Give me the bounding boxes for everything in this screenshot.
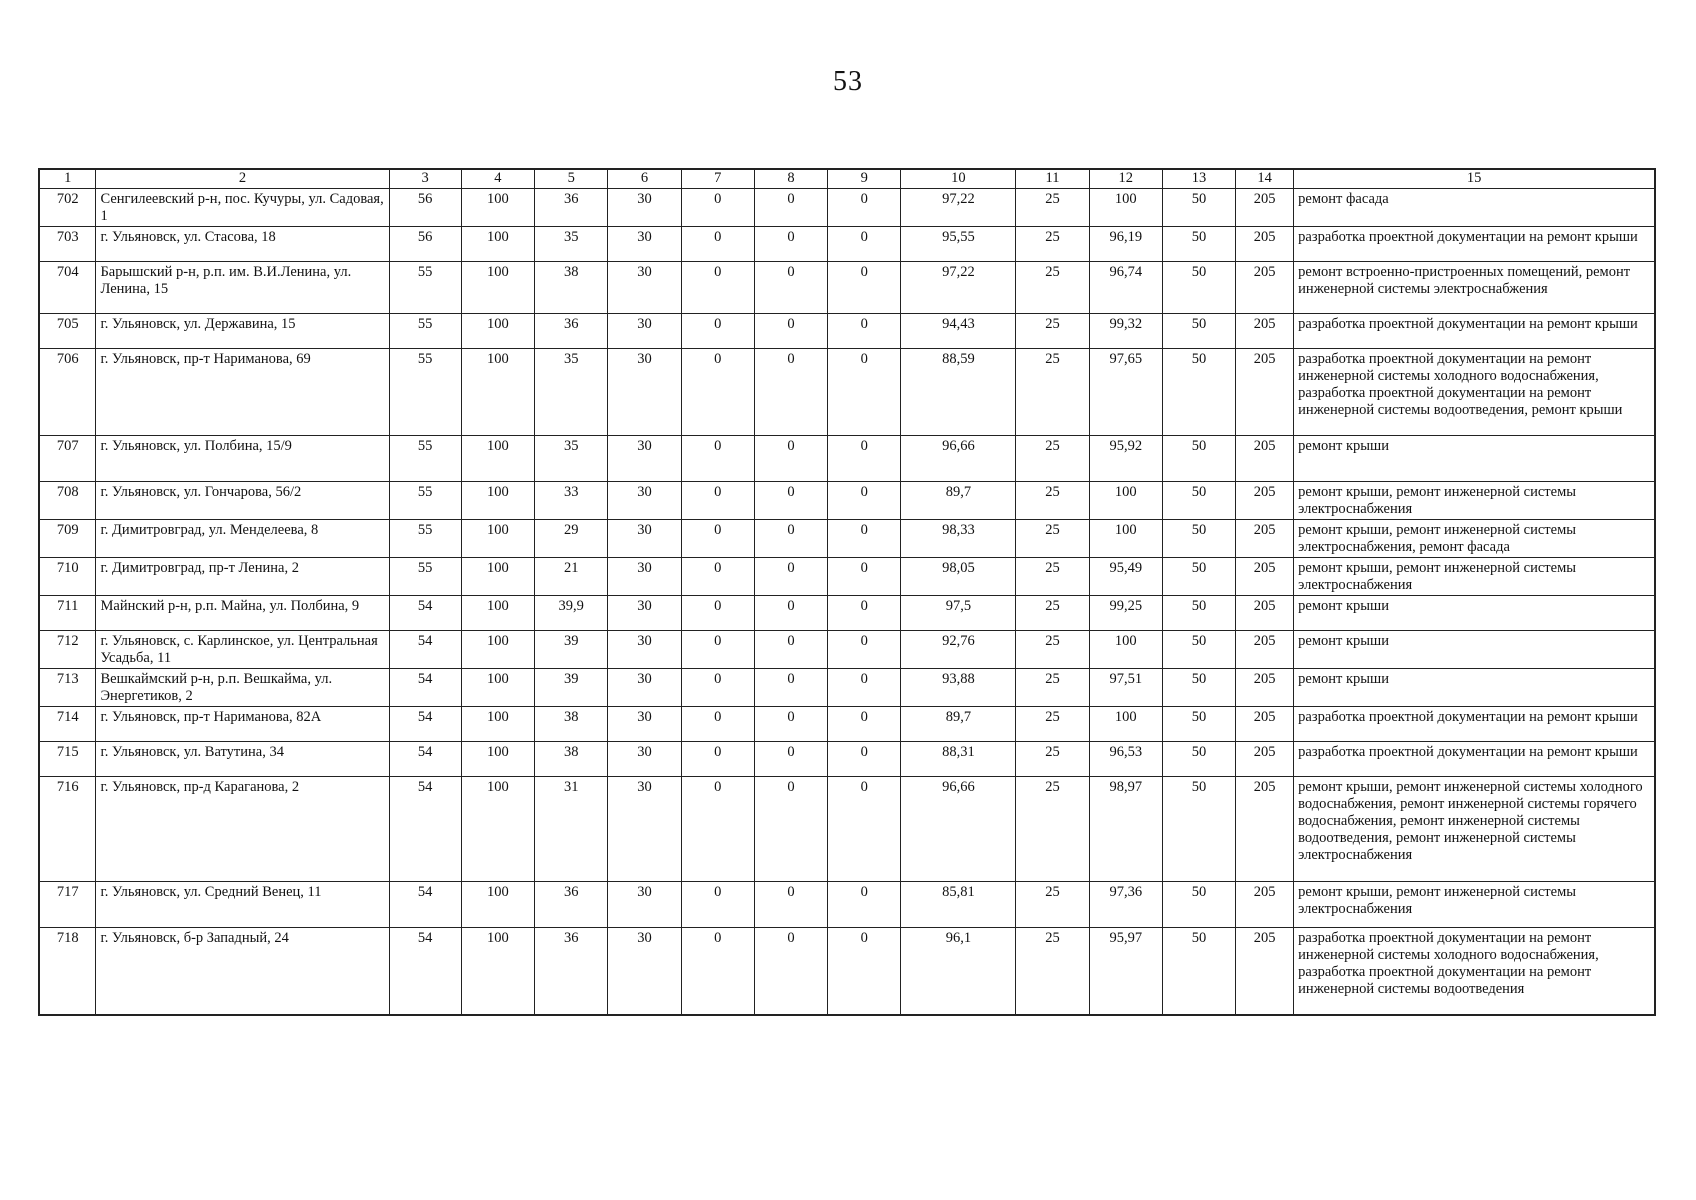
column-header: 13 (1162, 169, 1235, 189)
cell-row-number: 710 (39, 558, 96, 596)
cell-col5: 36 (535, 314, 608, 349)
cell-address: г. Ульяновск, ул. Стасова, 18 (96, 227, 389, 262)
cell-col12: 95,92 (1089, 436, 1162, 482)
cell-col14: 205 (1236, 707, 1294, 742)
cell-col11: 25 (1016, 227, 1089, 262)
cell-col4: 100 (461, 482, 534, 520)
cell-col4: 100 (461, 707, 534, 742)
cell-col5: 38 (535, 707, 608, 742)
cell-col5: 39 (535, 669, 608, 707)
cell-col6: 30 (608, 262, 681, 314)
cell-col12: 96,74 (1089, 262, 1162, 314)
cell-col14: 205 (1236, 314, 1294, 349)
cell-work-description: ремонт фасада (1294, 189, 1655, 227)
cell-col13: 50 (1162, 707, 1235, 742)
cell-address: Сенгилеевский р-н, пос. Кучуры, ул. Садовая, 1 (96, 189, 389, 227)
cell-row-number: 703 (39, 227, 96, 262)
cell-col8: 0 (754, 742, 827, 777)
cell-col7: 0 (681, 928, 754, 1015)
cell-col9: 0 (828, 349, 901, 436)
cell-col3: 55 (389, 558, 461, 596)
cell-col7: 0 (681, 227, 754, 262)
column-header: 6 (608, 169, 681, 189)
cell-col3: 54 (389, 882, 461, 928)
cell-work-description: ремонт крыши (1294, 669, 1655, 707)
cell-col5: 36 (535, 189, 608, 227)
cell-col10: 89,7 (901, 707, 1016, 742)
table-row (39, 596, 1655, 631)
cell-col7: 0 (681, 777, 754, 882)
cell-col12: 97,65 (1089, 349, 1162, 436)
cell-col9: 0 (828, 707, 901, 742)
cell-col9: 0 (828, 882, 901, 928)
cell-col5: 35 (535, 227, 608, 262)
cell-col5: 38 (535, 742, 608, 777)
cell-col7: 0 (681, 520, 754, 558)
cell-col4: 100 (461, 882, 534, 928)
cell-col8: 0 (754, 314, 827, 349)
cell-col14: 205 (1236, 882, 1294, 928)
cell-address: г. Ульяновск, ул. Полбина, 15/9 (96, 436, 389, 482)
column-header: 3 (389, 169, 461, 189)
cell-col13: 50 (1162, 882, 1235, 928)
cell-col3: 55 (389, 520, 461, 558)
cell-col4: 100 (461, 436, 534, 482)
cell-col6: 30 (608, 669, 681, 707)
cell-col3: 55 (389, 314, 461, 349)
table-row (39, 777, 1655, 882)
cell-col3: 55 (389, 349, 461, 436)
cell-work-description: ремонт крыши (1294, 436, 1655, 482)
column-header: 4 (461, 169, 534, 189)
cell-col13: 50 (1162, 436, 1235, 482)
cell-col11: 25 (1016, 669, 1089, 707)
cell-col9: 0 (828, 631, 901, 669)
cell-col8: 0 (754, 882, 827, 928)
cell-address: г. Ульяновск, ул. Ватутина, 34 (96, 742, 389, 777)
cell-address: г. Ульяновск, ул. Гончарова, 56/2 (96, 482, 389, 520)
cell-col7: 0 (681, 558, 754, 596)
cell-row-number: 714 (39, 707, 96, 742)
cell-col8: 0 (754, 777, 827, 882)
cell-col6: 30 (608, 189, 681, 227)
cell-work-description: разработка проектной документации на ремонт инженерной системы холодного водоснабжения, разработка проектной документации на ремонт инженерной системы водоотведения, ремонт крыши (1294, 349, 1655, 436)
cell-col10: 97,22 (901, 189, 1016, 227)
cell-col14: 205 (1236, 262, 1294, 314)
cell-row-number: 713 (39, 669, 96, 707)
table-row (39, 189, 1655, 227)
cell-work-description: ремонт встроенно-пристроенных помещений, ремонт инженерной системы электроснабжения (1294, 262, 1655, 314)
cell-address: г. Димитровград, ул. Менделеева, 8 (96, 520, 389, 558)
cell-col10: 97,22 (901, 262, 1016, 314)
cell-col12: 97,36 (1089, 882, 1162, 928)
column-header: 14 (1236, 169, 1294, 189)
cell-col9: 0 (828, 482, 901, 520)
cell-col3: 55 (389, 262, 461, 314)
cell-col14: 205 (1236, 777, 1294, 882)
cell-address: г. Ульяновск, пр-т Нариманова, 69 (96, 349, 389, 436)
cell-address: г. Ульяновск, ул. Державина, 15 (96, 314, 389, 349)
cell-col4: 100 (461, 314, 534, 349)
cell-col11: 25 (1016, 436, 1089, 482)
cell-col13: 50 (1162, 227, 1235, 262)
cell-col5: 39,9 (535, 596, 608, 631)
cell-col7: 0 (681, 631, 754, 669)
column-header: 7 (681, 169, 754, 189)
cell-col6: 30 (608, 882, 681, 928)
cell-col7: 0 (681, 707, 754, 742)
cell-row-number: 716 (39, 777, 96, 882)
cell-col11: 25 (1016, 189, 1089, 227)
cell-col9: 0 (828, 520, 901, 558)
cell-col5: 31 (535, 777, 608, 882)
cell-col5: 35 (535, 349, 608, 436)
cell-work-description: ремонт крыши, ремонт инженерной системы электроснабжения (1294, 882, 1655, 928)
column-header: 10 (901, 169, 1016, 189)
cell-col10: 97,5 (901, 596, 1016, 631)
cell-col7: 0 (681, 882, 754, 928)
cell-row-number: 712 (39, 631, 96, 669)
table-row (39, 558, 1655, 596)
cell-col13: 50 (1162, 777, 1235, 882)
cell-col5: 21 (535, 558, 608, 596)
cell-work-description: ремонт крыши, ремонт инженерной системы электроснабжения, ремонт фасада (1294, 520, 1655, 558)
cell-row-number: 702 (39, 189, 96, 227)
cell-address: г. Ульяновск, б-р Западный, 24 (96, 928, 389, 1015)
cell-col6: 30 (608, 596, 681, 631)
cell-work-description: ремонт крыши (1294, 631, 1655, 669)
cell-col6: 30 (608, 436, 681, 482)
cell-col8: 0 (754, 707, 827, 742)
cell-work-description: ремонт крыши, ремонт инженерной системы холодного водоснабжения, ремонт инженерной системы горячего водоснабжения, ремонт инженерной системы водоотведения, ремонт инженерной системы электроснабжения (1294, 777, 1655, 882)
cell-col14: 205 (1236, 669, 1294, 707)
cell-address: г. Ульяновск, ул. Средний Венец, 11 (96, 882, 389, 928)
cell-col12: 100 (1089, 189, 1162, 227)
cell-col11: 25 (1016, 777, 1089, 882)
cell-row-number: 718 (39, 928, 96, 1015)
cell-col10: 96,66 (901, 777, 1016, 882)
cell-col5: 35 (535, 436, 608, 482)
cell-col9: 0 (828, 742, 901, 777)
cell-address: г. Ульяновск, пр-д Караганова, 2 (96, 777, 389, 882)
cell-row-number: 711 (39, 596, 96, 631)
table-row (39, 262, 1655, 314)
cell-col12: 100 (1089, 631, 1162, 669)
cell-col5: 36 (535, 882, 608, 928)
cell-col7: 0 (681, 262, 754, 314)
cell-col7: 0 (681, 436, 754, 482)
cell-col6: 30 (608, 707, 681, 742)
cell-col13: 50 (1162, 631, 1235, 669)
cell-col8: 0 (754, 227, 827, 262)
cell-col13: 50 (1162, 928, 1235, 1015)
cell-col10: 88,31 (901, 742, 1016, 777)
table-row (39, 482, 1655, 520)
cell-col6: 30 (608, 928, 681, 1015)
cell-col4: 100 (461, 669, 534, 707)
cell-col11: 25 (1016, 882, 1089, 928)
cell-col8: 0 (754, 482, 827, 520)
cell-col8: 0 (754, 520, 827, 558)
column-header: 5 (535, 169, 608, 189)
cell-col12: 97,51 (1089, 669, 1162, 707)
cell-col13: 50 (1162, 349, 1235, 436)
cell-col10: 98,33 (901, 520, 1016, 558)
cell-col6: 30 (608, 482, 681, 520)
cell-col5: 38 (535, 262, 608, 314)
cell-work-description: ремонт крыши, ремонт инженерной системы электроснабжения (1294, 558, 1655, 596)
cell-col8: 0 (754, 631, 827, 669)
cell-col4: 100 (461, 520, 534, 558)
cell-address: Барышский р-н, р.п. им. В.И.Ленина, ул. Ленина, 15 (96, 262, 389, 314)
cell-col5: 29 (535, 520, 608, 558)
cell-col10: 94,43 (901, 314, 1016, 349)
cell-col10: 89,7 (901, 482, 1016, 520)
data-table (38, 168, 1656, 1016)
cell-col10: 93,88 (901, 669, 1016, 707)
cell-row-number: 707 (39, 436, 96, 482)
cell-col8: 0 (754, 928, 827, 1015)
cell-col12: 99,25 (1089, 596, 1162, 631)
cell-col14: 205 (1236, 436, 1294, 482)
cell-col3: 54 (389, 631, 461, 669)
cell-work-description: разработка проектной документации на ремонт инженерной системы холодного водоснабжения, разработка проектной документации на ремонт инженерной системы водоотведения (1294, 928, 1655, 1015)
cell-col7: 0 (681, 314, 754, 349)
table-row (39, 436, 1655, 482)
cell-col3: 54 (389, 928, 461, 1015)
cell-col9: 0 (828, 314, 901, 349)
cell-col9: 0 (828, 928, 901, 1015)
cell-row-number: 708 (39, 482, 96, 520)
cell-col8: 0 (754, 558, 827, 596)
cell-col5: 39 (535, 631, 608, 669)
cell-col5: 36 (535, 928, 608, 1015)
cell-work-description: разработка проектной документации на ремонт крыши (1294, 314, 1655, 349)
cell-col8: 0 (754, 189, 827, 227)
cell-work-description: разработка проектной документации на ремонт крыши (1294, 227, 1655, 262)
cell-col9: 0 (828, 436, 901, 482)
cell-work-description: ремонт крыши, ремонт инженерной системы электроснабжения (1294, 482, 1655, 520)
cell-row-number: 706 (39, 349, 96, 436)
cell-col8: 0 (754, 436, 827, 482)
cell-col4: 100 (461, 349, 534, 436)
table-body (39, 189, 1655, 1015)
cell-col9: 0 (828, 558, 901, 596)
cell-col11: 25 (1016, 596, 1089, 631)
cell-address: Майнский р-н, р.п. Майна, ул. Полбина, 9 (96, 596, 389, 631)
cell-col11: 25 (1016, 262, 1089, 314)
cell-row-number: 704 (39, 262, 96, 314)
cell-col6: 30 (608, 631, 681, 669)
cell-col12: 95,97 (1089, 928, 1162, 1015)
cell-col9: 0 (828, 227, 901, 262)
cell-col3: 54 (389, 777, 461, 882)
cell-col3: 54 (389, 707, 461, 742)
cell-col14: 205 (1236, 227, 1294, 262)
cell-col13: 50 (1162, 189, 1235, 227)
cell-col4: 100 (461, 189, 534, 227)
cell-col6: 30 (608, 558, 681, 596)
cell-col13: 50 (1162, 596, 1235, 631)
cell-col7: 0 (681, 189, 754, 227)
cell-col7: 0 (681, 349, 754, 436)
cell-col3: 56 (389, 227, 461, 262)
cell-col3: 54 (389, 596, 461, 631)
cell-col3: 54 (389, 669, 461, 707)
cell-col12: 100 (1089, 707, 1162, 742)
cell-col7: 0 (681, 482, 754, 520)
cell-col3: 55 (389, 436, 461, 482)
cell-col14: 205 (1236, 596, 1294, 631)
cell-col14: 205 (1236, 742, 1294, 777)
cell-col12: 96,19 (1089, 227, 1162, 262)
cell-col9: 0 (828, 189, 901, 227)
table-row (39, 707, 1655, 742)
cell-col6: 30 (608, 227, 681, 262)
cell-col5: 33 (535, 482, 608, 520)
table-row (39, 631, 1655, 669)
column-header: 9 (828, 169, 901, 189)
cell-col10: 96,66 (901, 436, 1016, 482)
cell-row-number: 715 (39, 742, 96, 777)
cell-col9: 0 (828, 596, 901, 631)
cell-col8: 0 (754, 669, 827, 707)
cell-col11: 25 (1016, 314, 1089, 349)
cell-col10: 92,76 (901, 631, 1016, 669)
table-row (39, 227, 1655, 262)
cell-col7: 0 (681, 596, 754, 631)
table-row (39, 669, 1655, 707)
cell-col7: 0 (681, 669, 754, 707)
cell-address: г. Димитровград, пр-т Ленина, 2 (96, 558, 389, 596)
cell-col13: 50 (1162, 742, 1235, 777)
table-row (39, 928, 1655, 1015)
cell-col9: 0 (828, 262, 901, 314)
cell-col11: 25 (1016, 482, 1089, 520)
cell-col11: 25 (1016, 631, 1089, 669)
cell-address: Вешкаймский р-н, р.п. Вешкайма, ул. Энергетиков, 2 (96, 669, 389, 707)
cell-col13: 50 (1162, 558, 1235, 596)
table-row (39, 882, 1655, 928)
cell-col8: 0 (754, 262, 827, 314)
cell-col4: 100 (461, 928, 534, 1015)
cell-work-description: разработка проектной документации на ремонт крыши (1294, 707, 1655, 742)
cell-address: г. Ульяновск, пр-т Нариманова, 82А (96, 707, 389, 742)
cell-col11: 25 (1016, 928, 1089, 1015)
page-number: 53 (833, 66, 863, 97)
cell-row-number: 709 (39, 520, 96, 558)
cell-col8: 0 (754, 596, 827, 631)
cell-col10: 95,55 (901, 227, 1016, 262)
cell-col14: 205 (1236, 482, 1294, 520)
cell-col11: 25 (1016, 349, 1089, 436)
cell-col4: 100 (461, 596, 534, 631)
cell-col12: 98,97 (1089, 777, 1162, 882)
cell-row-number: 705 (39, 314, 96, 349)
cell-col13: 50 (1162, 520, 1235, 558)
cell-row-number: 717 (39, 882, 96, 928)
cell-col12: 96,53 (1089, 742, 1162, 777)
cell-col6: 30 (608, 777, 681, 882)
column-header: 15 (1294, 169, 1655, 189)
cell-col3: 54 (389, 742, 461, 777)
table-row (39, 742, 1655, 777)
cell-col4: 100 (461, 227, 534, 262)
cell-col12: 95,49 (1089, 558, 1162, 596)
cell-col6: 30 (608, 520, 681, 558)
column-header: 12 (1089, 169, 1162, 189)
cell-col3: 55 (389, 482, 461, 520)
cell-col4: 100 (461, 558, 534, 596)
column-header: 1 (39, 169, 96, 189)
cell-col8: 0 (754, 349, 827, 436)
cell-col14: 205 (1236, 631, 1294, 669)
table-row (39, 314, 1655, 349)
cell-work-description: разработка проектной документации на ремонт крыши (1294, 742, 1655, 777)
cell-col4: 100 (461, 262, 534, 314)
cell-col9: 0 (828, 669, 901, 707)
cell-col7: 0 (681, 742, 754, 777)
cell-col14: 205 (1236, 558, 1294, 596)
cell-col10: 85,81 (901, 882, 1016, 928)
cell-col12: 99,32 (1089, 314, 1162, 349)
cell-col14: 205 (1236, 520, 1294, 558)
cell-col9: 0 (828, 777, 901, 882)
column-header: 2 (96, 169, 389, 189)
cell-col11: 25 (1016, 707, 1089, 742)
cell-col14: 205 (1236, 189, 1294, 227)
cell-col11: 25 (1016, 558, 1089, 596)
column-header: 11 (1016, 169, 1089, 189)
cell-col13: 50 (1162, 262, 1235, 314)
table-header (39, 169, 1655, 189)
cell-col4: 100 (461, 631, 534, 669)
column-header: 8 (754, 169, 827, 189)
cell-col11: 25 (1016, 742, 1089, 777)
cell-col14: 205 (1236, 928, 1294, 1015)
header-row (39, 169, 1655, 189)
cell-col11: 25 (1016, 520, 1089, 558)
cell-col3: 56 (389, 189, 461, 227)
cell-col12: 100 (1089, 482, 1162, 520)
cell-work-description: ремонт крыши (1294, 596, 1655, 631)
cell-col6: 30 (608, 742, 681, 777)
cell-col10: 98,05 (901, 558, 1016, 596)
cell-col6: 30 (608, 349, 681, 436)
cell-col13: 50 (1162, 669, 1235, 707)
cell-address: г. Ульяновск, с. Карлинское, ул. Центральная Усадьба, 11 (96, 631, 389, 669)
cell-col14: 205 (1236, 349, 1294, 436)
cell-col12: 100 (1089, 520, 1162, 558)
cell-col13: 50 (1162, 482, 1235, 520)
cell-col10: 96,1 (901, 928, 1016, 1015)
cell-col10: 88,59 (901, 349, 1016, 436)
table-row (39, 349, 1655, 436)
cell-col13: 50 (1162, 314, 1235, 349)
cell-col6: 30 (608, 314, 681, 349)
cell-col4: 100 (461, 742, 534, 777)
table-row (39, 520, 1655, 558)
cell-col4: 100 (461, 777, 534, 882)
